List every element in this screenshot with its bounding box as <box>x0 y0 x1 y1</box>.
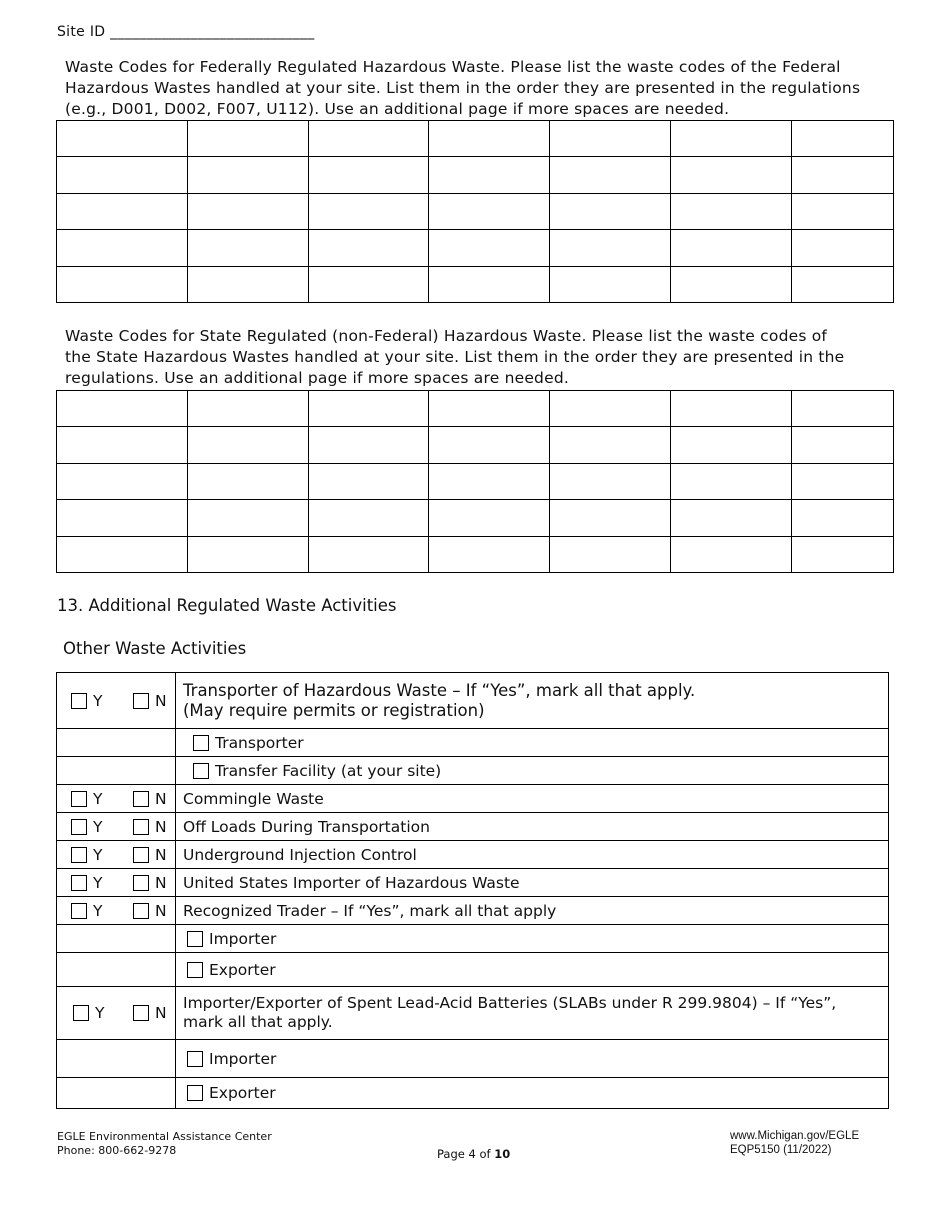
footer-form-id: EQP5150 (11/2022) <box>730 1144 832 1156</box>
activity-row-slab-importer <box>57 1040 889 1078</box>
no-label: N <box>155 817 167 836</box>
yes-label: Y <box>93 845 103 864</box>
activity-row-commingle <box>57 785 889 813</box>
no-label: N <box>155 789 167 808</box>
slab-exporter-checkbox[interactable] <box>187 1085 203 1101</box>
yes-label: Y <box>93 873 103 892</box>
trader-importer-checkbox[interactable] <box>187 931 203 947</box>
us-importer-yes-checkbox[interactable] <box>71 875 87 891</box>
transporter-option-checkbox[interactable] <box>193 735 209 751</box>
footer-phone: Phone: 800-662-9278 <box>57 1144 177 1157</box>
offloads-yes-checkbox[interactable] <box>71 819 87 835</box>
us-importer-no-checkbox[interactable] <box>133 875 149 891</box>
transporter-label: Transporter of Hazardous Waste – If “Yes”, mark all that apply. <box>183 680 696 700</box>
no-label: N <box>155 691 167 710</box>
yes-label: Y <box>93 901 103 920</box>
yes-label: Y <box>95 1004 105 1022</box>
trader-no-checkbox[interactable] <box>133 903 149 919</box>
no-label: N <box>155 901 167 920</box>
federal-waste-codes-table <box>56 120 894 303</box>
yes-label: Y <box>93 789 103 808</box>
commingle-yes-checkbox[interactable] <box>71 791 87 807</box>
slab-importer-checkbox[interactable] <box>187 1051 203 1067</box>
state-waste-codes-instructions: Waste Codes for State Regulated (non-Federal) Hazardous Waste. Please list the waste codes of the State Hazardous Wastes handled at your site. List them in the order they are presented in the regulations. Use an additional page if more spaces are needed. <box>65 327 845 387</box>
yes-label: Y <box>93 817 103 836</box>
footer-org: EGLE Environmental Assistance Center <box>57 1130 272 1143</box>
uic-label: Underground Injection Control <box>176 841 889 869</box>
commingle-label: Commingle Waste <box>176 785 889 813</box>
activity-row-transporter-option <box>57 729 889 757</box>
page-number-total: 10 <box>494 1147 511 1161</box>
trader-exporter-checkbox[interactable] <box>187 962 203 978</box>
us-importer-label: United States Importer of Hazardous Waste <box>176 869 889 897</box>
activity-row-slab <box>57 987 889 1040</box>
no-label: N <box>155 845 167 864</box>
slab-label: Importer/Exporter of Spent Lead-Acid Batteries (SLABs under R 299.9804) – If “Yes”, mark all that apply. <box>176 987 889 1040</box>
transfer-facility-label: Transfer Facility (at your site) <box>215 761 442 780</box>
activity-row-transfer-facility <box>57 757 889 785</box>
state-waste-codes-grid[interactable] <box>57 391 894 573</box>
transporter-option-label: Transporter <box>215 733 304 752</box>
activity-row-trader-importer <box>57 925 889 953</box>
trader-yes-checkbox[interactable] <box>71 903 87 919</box>
slab-no-checkbox[interactable] <box>133 1005 149 1021</box>
trader-label: Recognized Trader – If “Yes”, mark all that apply <box>176 897 889 925</box>
waste-activities-table <box>56 672 889 1109</box>
footer-url[interactable]: www.Michigan.gov/EGLE <box>730 1130 860 1142</box>
no-label: N <box>155 873 167 892</box>
transfer-facility-checkbox[interactable] <box>193 763 209 779</box>
activity-row-trader-exporter <box>57 953 889 987</box>
activity-row-offloads <box>57 813 889 841</box>
slab-exporter-label: Exporter <box>209 1084 276 1102</box>
federal-waste-codes-grid[interactable] <box>57 121 894 303</box>
other-waste-activities-heading: Other Waste Activities <box>63 639 247 658</box>
trader-importer-label: Importer <box>209 929 277 948</box>
transporter-note: (May require permits or registration) <box>183 700 485 720</box>
site-id-field[interactable]: Site ID ____________________________ <box>57 24 315 40</box>
offloads-no-checkbox[interactable] <box>133 819 149 835</box>
activity-row-recognized-trader <box>57 897 889 925</box>
no-label: N <box>155 1004 167 1022</box>
activity-row-slab-exporter <box>57 1078 889 1109</box>
offloads-label: Off Loads During Transportation <box>176 813 889 841</box>
slab-yes-checkbox[interactable] <box>73 1005 89 1021</box>
page-number-prefix: Page 4 of <box>437 1147 495 1161</box>
state-waste-codes-table <box>56 390 894 573</box>
activity-row-transporter <box>57 673 889 729</box>
transporter-yes-checkbox[interactable] <box>71 693 87 709</box>
footer-meta <box>730 1129 859 1157</box>
federal-waste-codes-instructions: Waste Codes for Federally Regulated Hazardous Waste. Please list the waste codes of the Federal Hazardous Wastes handled at your site. List them in the order they are presented in the regulations (e.g., D001, D002, F007, U112). Use an additional page if more spaces are needed. <box>65 58 861 118</box>
commingle-no-checkbox[interactable] <box>133 791 149 807</box>
activity-row-uic <box>57 841 889 869</box>
trader-exporter-label: Exporter <box>209 960 276 979</box>
footer-contact <box>57 1130 272 1158</box>
uic-no-checkbox[interactable] <box>133 847 149 863</box>
section-13-heading: 13. Additional Regulated Waste Activities <box>57 596 397 615</box>
activity-row-us-importer <box>57 869 889 897</box>
page-number <box>437 1147 510 1161</box>
slab-importer-label: Importer <box>209 1049 277 1068</box>
yes-label: Y <box>93 691 103 710</box>
uic-yes-checkbox[interactable] <box>71 847 87 863</box>
transporter-no-checkbox[interactable] <box>133 693 149 709</box>
